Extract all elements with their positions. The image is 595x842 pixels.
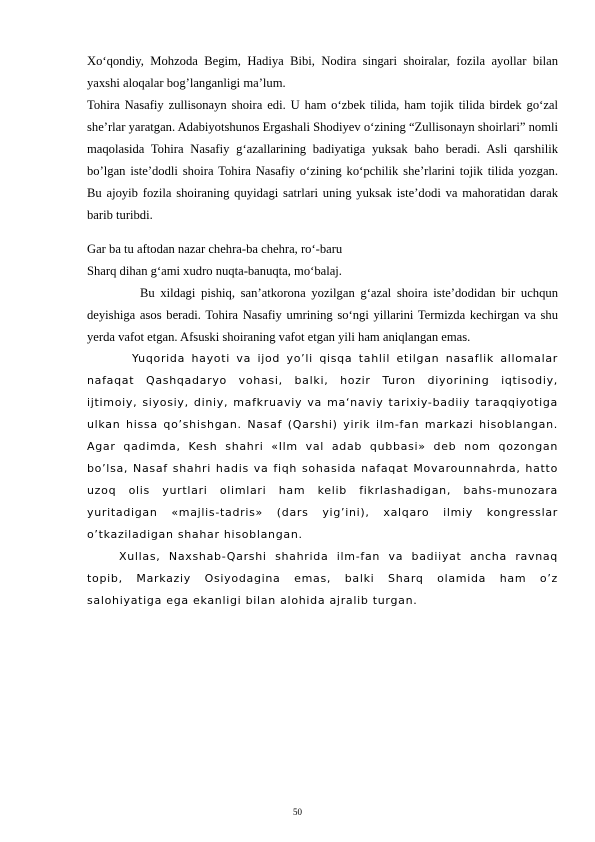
verse-line-1: Gar ba tu aftodan nazar chehra-ba chehra, ro‘-baru xyxy=(87,242,343,256)
paragraph-women-poets: Xo‘qondiy, Mohzoda Begim, Hadiya Bibi, Nodira singari shoiralar, fozila ayollar bilan yaxshi aloqalar bog’langanligi ma’lum. xyxy=(87,54,558,90)
paragraph-gazal-analysis: Bu xildagi pishiq, san’atkorona yozilgan g‘azal shoira iste’dodidan bir uchqun deyishiga asos beradi. Tohira Nasafiy umrining so‘ngi yillarini Termizda kechirgan va shu yerda vafot etgan. Afsuski shoiraning vafot etgan yili ham aniqlangan emas. xyxy=(87,286,558,344)
blank-line xyxy=(87,226,558,238)
verse-line-2: Sharq dihan g‘ami xudro nuqta-banuqta, mo‘balaj. xyxy=(87,264,342,278)
paragraph-nasaf-scholars: Yuqorida hayoti va ijod yo’li qisqa tahlil etilgan nasaflik allomalar nafaqat Qashqadaryo vohasi, balki, hozir Turon diyorining iqtisodiy, ijtimoiy, siyosiy, diniy, mafkruaviy va ma‘naviy tarixiy-badiiy taraqqiyotiga ulkan hissa qo’shishgan. Nasaf (Qarshi) yirik ilm-fan markazi hisoblangan. Agar qadimda, Kesh shahri «Ilm val adab qubbasi» deb nom qozongan bo’lsa, Nasaf shahri hadis va fiqh sohasida nafaqat Movarounnahrda, hatto uzoq olis yurtlari olimlari ham kelib fikrlashadigan, bahs-munozara yuritadigan «majlis-tadris» (dars yig’ini), xalqaro ilmiy kongresslar o’tkaziladigan shahar hisoblangan. xyxy=(87,352,558,541)
paragraph-tohira-nasafiy: Tohira Nasafiy zullisonayn shoira edi. U ham o‘zbek tilida, ham tojik tilida birdek go‘zal she’rlar yaratgan. Adabiyotshunos Ergashali Shodiyev o‘zining “Zullisonayn shoirlari” nomli maqolasida Tohira Nasafiy g‘azallarining badiyatiga yuksak baho beradi. Asli qarshilik bo’lgan iste’dodli shoira Tohira Nasafiy o‘zining ko‘pchilik she’rlarini tojik tilida yozgan. Bu ajoyib fozila shoiraning quyidagi satrlari uning yuksak iste’dodi va mahoratidan darak barib turibdi. xyxy=(87,98,558,222)
paragraph-conclusion: Xullas, Naxshab-Qarshi shahrida ilm-fan va badiiyat ancha ravnaq topib, Markaziy Osiyodagina emas, balki Sharq olamida ham o’z salohiyatiga ega ekanligi bilan alohida ajralib turgan. xyxy=(87,550,558,607)
page-number: 50 xyxy=(293,807,302,817)
document-page xyxy=(87,50,558,612)
